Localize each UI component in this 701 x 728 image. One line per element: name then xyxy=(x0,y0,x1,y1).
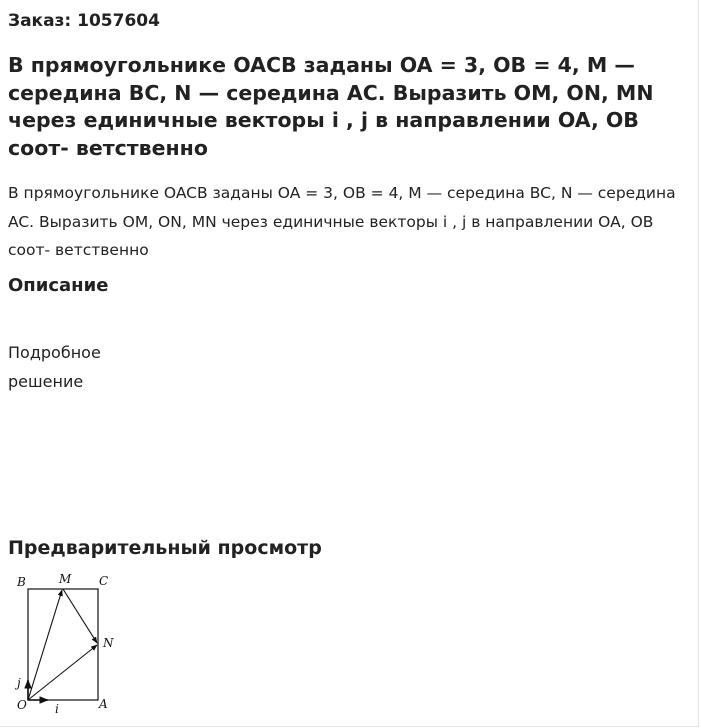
preview-diagram[interactable] xyxy=(8,568,128,718)
label-j: j xyxy=(17,676,21,690)
label-i: i xyxy=(55,702,59,716)
preview-heading: Предварительный просмотр xyxy=(8,537,322,559)
label-o: O xyxy=(17,698,27,712)
task-description: В прямоугольнике OACB заданы OA = 3, OB = 4, M — середина BC, N — середина AC. Выразить OM, ON, MN через единичные векторы i , j в направлении OA, OB соот- ветственно xyxy=(8,184,676,259)
description-heading: Описание xyxy=(8,275,109,296)
label-n: N xyxy=(103,636,114,650)
label-c: C xyxy=(99,574,109,588)
rectangle-oacb xyxy=(28,589,98,700)
label-b: B xyxy=(17,575,26,589)
vector-mn xyxy=(63,589,97,643)
vector-on xyxy=(28,645,97,700)
detailed-solution-link[interactable]: Подробное решение xyxy=(8,343,101,391)
task-title: В прямоугольнике OACB заданы OA = 3, OB = 4, M — середина BC, N — середина AC. Выразить OM, ON, MN через единичные векторы i , j в направлении OA, OB соот- ветственно xyxy=(8,53,654,160)
order-number: Заказ: 1057604 xyxy=(8,11,160,31)
label-m: M xyxy=(59,572,72,586)
vector-om xyxy=(28,590,62,700)
label-a: A xyxy=(99,697,108,711)
